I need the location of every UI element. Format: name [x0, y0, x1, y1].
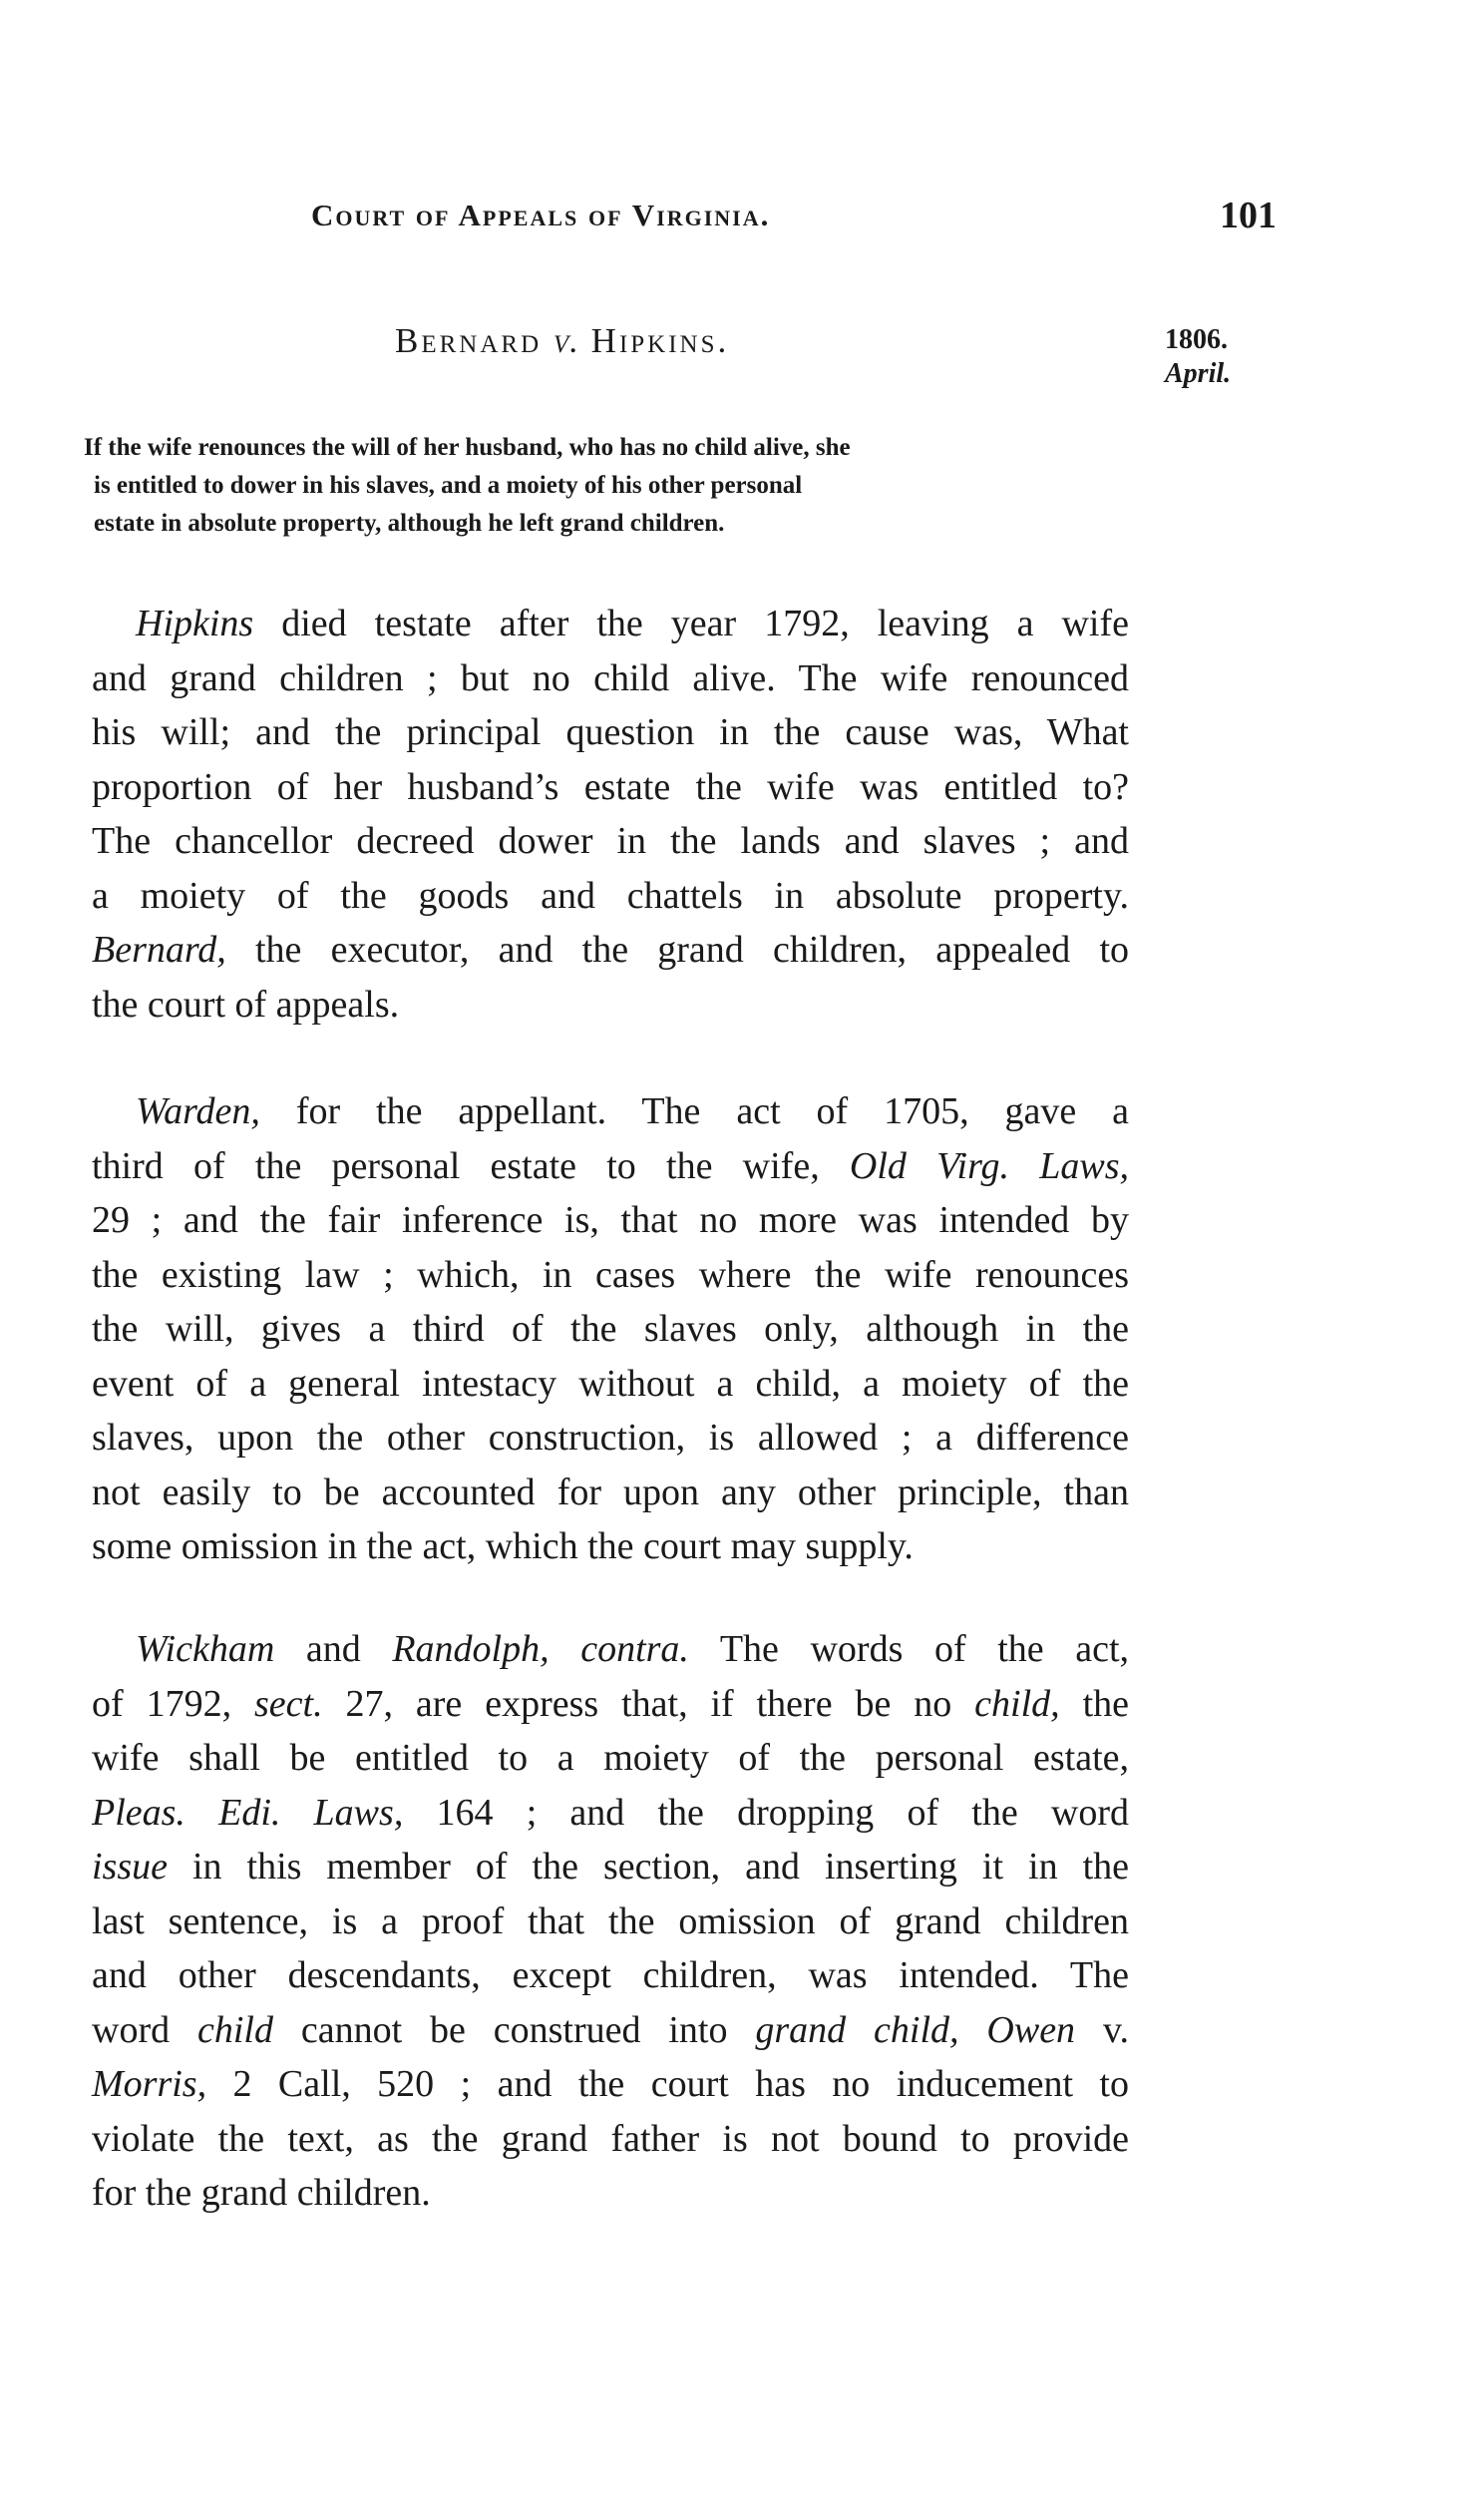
running-head: Court of Appeals of Virginia. [311, 198, 771, 232]
page-number: 101 [1220, 195, 1277, 236]
citation: grand child, Owen [755, 2008, 1076, 2051]
text-line [92, 1840, 1129, 1894]
counsel-name: Wickham [136, 1628, 275, 1670]
margin-date [1165, 323, 1231, 391]
paragraph-facts [92, 597, 1129, 1032]
text-run: died testate after the year 1792, leaving a wife [253, 603, 1129, 644]
text-line: some omission in the act, which the court may supply. [92, 1525, 914, 1567]
text-line: last sentence, is a proof that the omission of grand children [92, 1899, 1129, 1942]
text-run: word [92, 2008, 197, 2051]
text-line [92, 1786, 1129, 1841]
margin-year: 1806. [1165, 324, 1228, 355]
text-line: a moiety of the goods and chattels in absolute property. [92, 874, 1129, 917]
text-run: third of the personal estate to the wife, [92, 1144, 850, 1187]
text-line: not easily to be accounted for upon any other principle, than [92, 1470, 1129, 1513]
text-line: slaves, upon the other construction, is allowed ; a difference [92, 1417, 1129, 1459]
text-line: event of a general intestacy without a child, a moiety of the [92, 1362, 1129, 1405]
headnote-line: is entitled to dower in his slaves, and a moiety of his other personal [94, 472, 803, 499]
citation: Morris, [92, 2063, 207, 2105]
text-run: 27, are express that, if there be no [322, 1682, 975, 1725]
case-title-appellee: Hipkins. [590, 321, 730, 360]
counsel-name: Warden, [136, 1090, 260, 1132]
case-title-versus: v. [553, 321, 579, 360]
paragraph-appellee-argument [92, 1622, 1129, 2221]
text-run: of 1792, [92, 1682, 254, 1725]
text-run: the executor, and the grand children, appealed to [225, 929, 1129, 971]
text-line [92, 597, 1129, 651]
citation: sect. [254, 1682, 323, 1725]
headnote-line: estate in absolute property, although he left grand children. [94, 510, 725, 537]
text-line [92, 1622, 1129, 1677]
party-name: Hipkins [136, 603, 254, 644]
text-run: 164 ; and the dropping of the word [403, 1791, 1129, 1834]
citation: Old Virg. Laws, [849, 1144, 1129, 1187]
text-line: proportion of her husband’s estate the wife was entitled to? [92, 765, 1129, 808]
text-run: and [274, 1628, 393, 1670]
margin-month: April. [1165, 358, 1232, 389]
text-line: his will; and the principal question in the cause was, What [92, 711, 1129, 753]
text-line [92, 923, 1129, 978]
text-run: for the appellant. The act of 1705, gave a [259, 1090, 1129, 1132]
case-title [395, 321, 729, 361]
text-run: cannot be construed into [272, 2008, 756, 2051]
party-name: Bernard, [92, 929, 226, 971]
paragraph-appellant-argument [92, 1084, 1129, 1574]
text-run: in this member of the section, and inserting it in the [168, 1846, 1129, 1888]
text-line: the court of appeals. [92, 983, 400, 1026]
text-run: the [1059, 1682, 1129, 1725]
text-line: the will, gives a third of the slaves only, although in the [92, 1308, 1129, 1350]
emphasis: child [196, 2008, 273, 2051]
text-line [92, 1677, 1129, 1732]
citation: Pleas. Edi. Laws, [92, 1791, 404, 1834]
text-run: 2 Call, 520 ; and the court has no inducement to [206, 2063, 1129, 2105]
counsel-name: Randolph, contra. [392, 1628, 689, 1670]
text-run: The words of the act, [688, 1628, 1129, 1670]
text-line [92, 1084, 1129, 1139]
text-line [92, 2057, 1129, 2112]
text-run: v. [1075, 2008, 1129, 2051]
text-line: wife shall be entitled to a moiety of the personal estate, [92, 1737, 1129, 1779]
text-line: and grand children ; but no child alive. The wife renounced [92, 656, 1129, 699]
text-line: 29 ; and the fair inference is, that no more was intended by [92, 1199, 1129, 1241]
text-line: violate the text, as the grand father is not bound to provide [92, 2117, 1129, 2160]
text-line [92, 2003, 1129, 2058]
text-line [92, 1139, 1129, 1194]
headnote [84, 429, 1121, 543]
case-title-appellant: Bernard [395, 321, 543, 360]
text-line: The chancellor decreed dower in the lands and slaves ; and [92, 820, 1129, 862]
text-line: and other descendants, except children, was intended. The [92, 1954, 1129, 1996]
emphasis: child, [974, 1682, 1060, 1725]
emphasis: issue [92, 1846, 168, 1888]
headnote-line: If the wife renounces the will of her husband, who has no child alive, she [84, 434, 851, 461]
text-line: for the grand children. [92, 2172, 431, 2214]
text-line: the existing law ; which, in cases where the wife renounces [92, 1253, 1129, 1296]
